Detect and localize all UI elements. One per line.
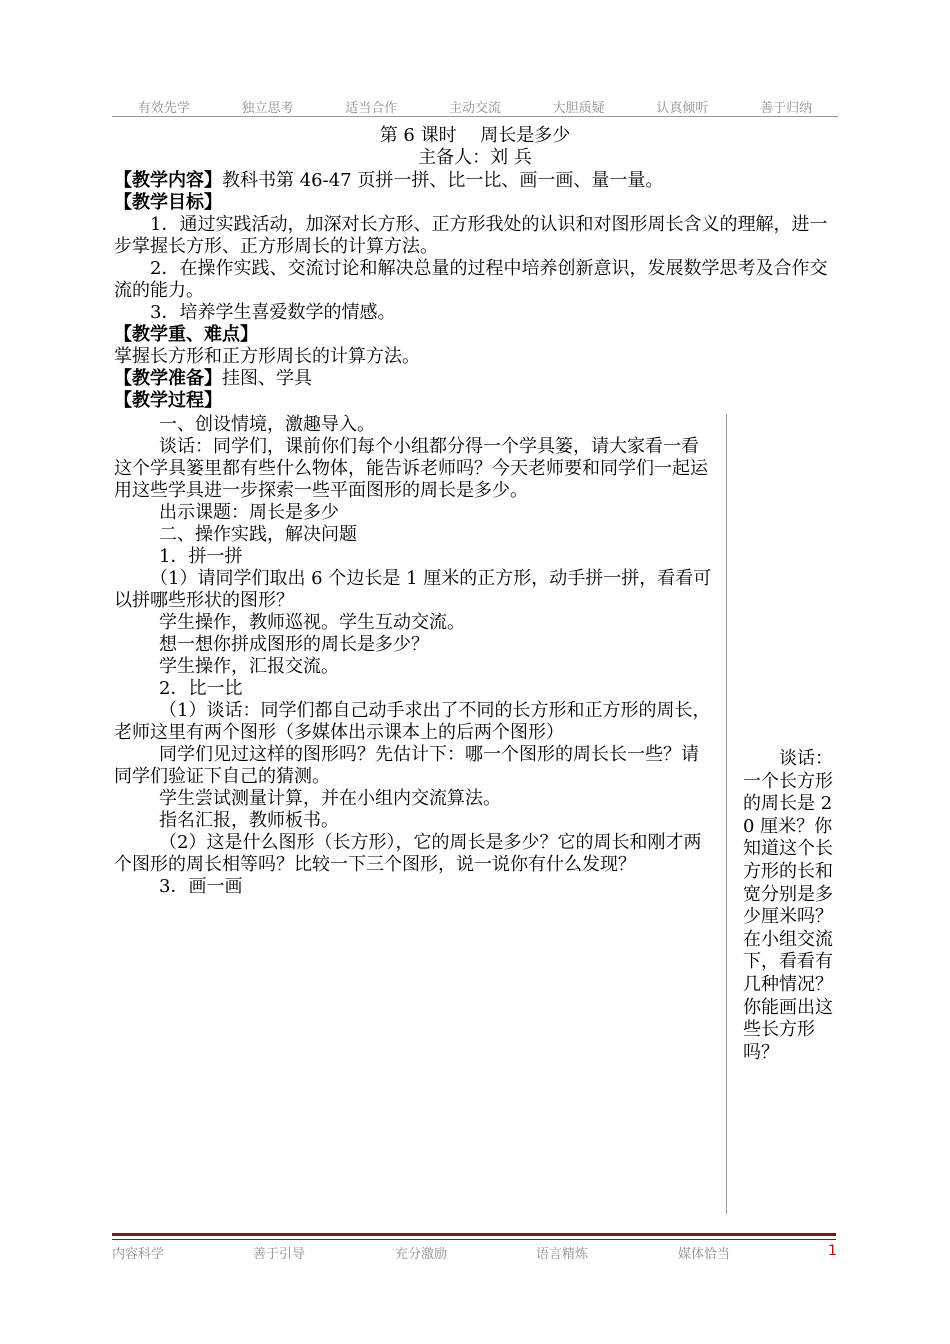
side-note	[743, 748, 843, 1064]
footer-item: 善于引导	[253, 1247, 306, 1262]
process-line: 同学们见过这样的图形吗？先估计下：哪一个图形的周长长一些？请同学们验证下自己的猜测。	[114, 744, 699, 787]
goals-label: 【教学目标】	[114, 192, 222, 213]
main-content	[114, 170, 834, 412]
process-line: （2）这是什么图形（长方形），它的周长是多少？它的周长和刚才两个图形的周长相等吗？比较一下三个图形，说一说你有什么发现？	[114, 832, 702, 875]
goal-item: 3．培养学生喜爱数学的情感。	[150, 302, 396, 323]
process-line: （1）请同学们取出 6 个边长是 1 厘米的正方形，动手拼一拼，看看可以拼哪些形状的图形？	[114, 568, 712, 611]
process-line: 3．画一画	[159, 876, 243, 897]
footer-item: 内容科学	[112, 1247, 165, 1262]
page-number: 1	[828, 1243, 837, 1259]
lesson-title: 第 6 课时 周长是多少	[379, 125, 571, 146]
header-item: 善于归纳	[760, 100, 813, 116]
footer-divider	[112, 1239, 836, 1240]
content-label: 【教学内容】	[114, 170, 222, 191]
goal-item: 2．在操作实践、交流讨论和解决总量的过程中培养创新意识，发展数学思考及合作交流的能力。	[114, 258, 828, 301]
process-line: 学生操作，汇报交流。	[159, 656, 339, 677]
content-line	[114, 170, 834, 192]
footer-item: 充分激励	[395, 1247, 448, 1262]
process-line: 想一想你拼成图形的周长是多少？	[159, 634, 429, 655]
page-footer	[112, 1243, 836, 1261]
goal-item: 1．通过实践活动，加深对长方形、正方形我处的认识和对图形周长含义的理解，进一步掌握长方形、正方形周长的计算方法。	[114, 214, 828, 257]
process-line: 谈话：同学们，课前你们每个小组都分得一个学具篓，请大家看一看这个学具篓里都有些什么物体，能告诉老师吗？今天老师要和同学们一起运用这些学具进一步探索一些平面图形的周长是多少。	[114, 436, 708, 501]
process-line: （1）谈话：同学们都自己动手求出了不同的长方形和正方形的周长，老师这里有两个图形（多媒体出示课本上的后两个图形）	[114, 700, 711, 743]
footer-item: 语言精炼	[536, 1247, 589, 1262]
footer-item: 媒体恰当	[678, 1247, 731, 1262]
process-line: 1．拼一拼	[159, 546, 243, 567]
header-item: 主动交流	[448, 100, 501, 116]
process-line: 一、创设情境，激趣导入。	[159, 414, 375, 435]
header-item: 大胆质疑	[552, 100, 605, 116]
column-divider	[726, 414, 727, 1214]
header-item: 独立思考	[241, 100, 294, 116]
header-item: 适当合作	[345, 100, 398, 116]
process-label: 【教学过程】	[114, 390, 222, 411]
page-header	[112, 95, 838, 117]
process-line: 出示课题：周长是多少	[159, 502, 339, 523]
process-line: 指名汇报，教师板书。	[159, 810, 339, 831]
author-line: 主备人：刘 兵	[418, 147, 532, 168]
header-divider	[112, 116, 838, 117]
process-line: 学生尝试测量计算，并在小组内交流算法。	[159, 788, 501, 809]
preparation-text: 挂图、学具	[222, 368, 312, 389]
key-points-text: 掌握长方形和正方形周长的计算方法。	[114, 346, 420, 367]
preparation-line	[114, 368, 834, 390]
process-column	[114, 414, 714, 898]
header-item: 有效先学	[137, 100, 190, 116]
preparation-label: 【教学准备】	[114, 368, 222, 389]
process-line: 2．比一比	[159, 678, 243, 699]
process-line: 学生操作，教师巡视。学生互动交流。	[159, 612, 465, 633]
header-item: 认真倾听	[656, 100, 709, 116]
footer-divider	[112, 1233, 836, 1236]
process-line: 二、操作实践，解决问题	[159, 524, 357, 545]
side-note-text: 谈话：一个长方形的周长是 20 厘米？你知道这个长方形的长和宽分别是多少厘米吗？在小组交流下，看看有几种情况？你能画出这些长方形吗？	[743, 748, 833, 1063]
key-points-label: 【教学重、难点】	[114, 324, 258, 345]
content-text: 教科书第 46-47 页拼一拼、比一比、画一画、量一量。	[222, 170, 664, 191]
